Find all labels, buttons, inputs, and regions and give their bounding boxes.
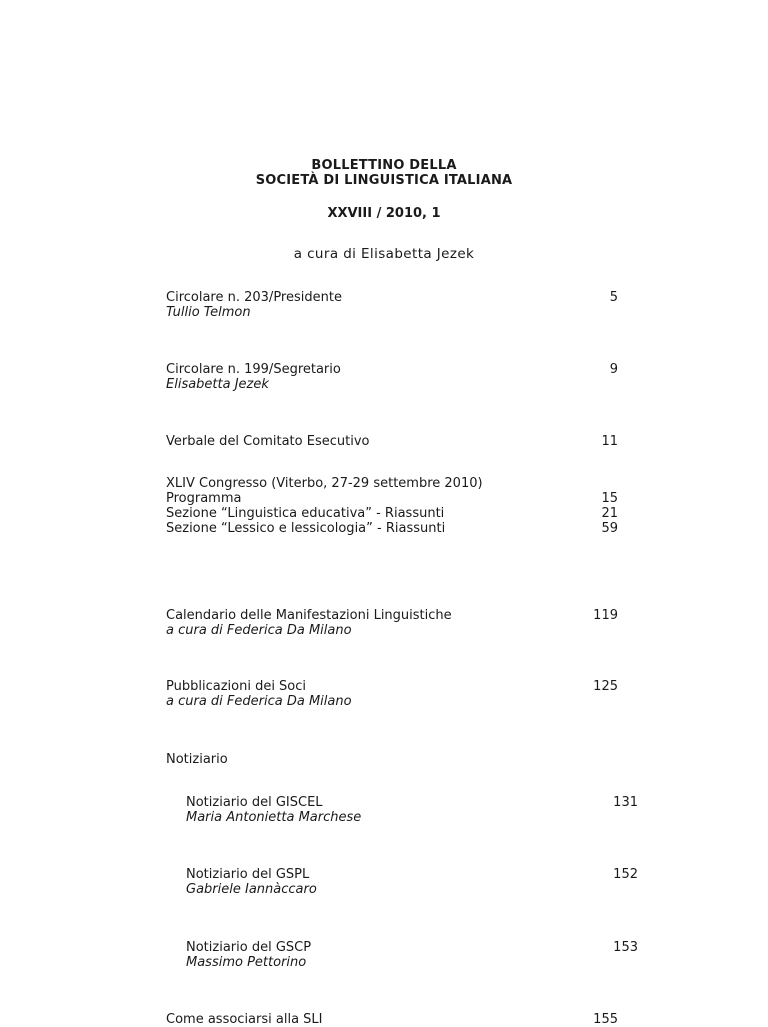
toc-page: 155 [593, 1012, 618, 1027]
title-line-2: SOCIETÀ DI LINGUISTICA ITALIANA [255, 173, 513, 188]
toc-author: Tullio Telmon [166, 305, 251, 320]
toc-author: Elisabetta Jezek [166, 377, 269, 392]
toc-entry-notiziario [166, 752, 618, 767]
toc-page: 153 [613, 940, 638, 955]
toc-author: Massimo Pettorino [186, 955, 307, 970]
toc-entry-gspl [166, 867, 638, 897]
toc-title: Circolare n. 199/Segretario [166, 362, 341, 377]
title-line-1: BOLLETTINO DELLA [311, 158, 457, 173]
toc-title: Notiziario del GSCP [186, 940, 312, 955]
toc-author: a cura di Federica Da Milano [166, 623, 352, 638]
toc-subtitle-linguistica-educativa: Sezione “Linguistica educativa” - Riassunti [166, 506, 445, 521]
toc-page: 21 [601, 506, 618, 521]
toc-subtitle-lessico: Sezione “Lessico e lessicologia” - Riassunti [166, 521, 446, 536]
toc-page: 119 [593, 608, 618, 623]
toc-author: a cura di Federica Da Milano [166, 694, 352, 709]
toc-title: Circolare n. 203/Presidente [166, 290, 342, 305]
toc-title: XLIV Congresso (Viterbo, 27-29 settembre 2010) [166, 476, 483, 491]
editor-line: a cura di Elisabetta Jezek [293, 246, 475, 262]
toc-author: Maria Antonietta Marchese [186, 810, 362, 825]
toc-page: 9 [609, 362, 618, 377]
toc-author: Gabriele Iannàccaro [186, 882, 317, 897]
toc-entry-giscel [166, 795, 638, 825]
toc-page: 15 [601, 491, 618, 506]
toc-page: 131 [613, 795, 638, 810]
toc-title: Notiziario del GISCEL [186, 795, 323, 810]
toc-page: 5 [609, 290, 618, 305]
toc-entry-associarsi [166, 1012, 618, 1027]
toc-title: Pubblicazioni dei Soci [166, 679, 307, 694]
issue-number: XXVIII / 2010, 1 [327, 206, 441, 221]
toc-entry-congresso [166, 476, 618, 536]
toc-page: 11 [601, 434, 618, 449]
toc-entry-circolare-segretario [166, 362, 618, 392]
toc-page: 59 [601, 521, 618, 536]
toc-title: Notiziario del GSPL [186, 867, 310, 882]
toc-title: Calendario delle Manifestazioni Linguistiche [166, 608, 452, 623]
journal-title [0, 158, 768, 188]
toc-entry-calendario [166, 608, 618, 638]
toc-title: Verbale del Comitato Esecutivo [166, 434, 370, 449]
toc-subtitle-programma: Programma [166, 491, 242, 506]
toc-entry-pubblicazioni [166, 679, 618, 709]
toc-entry-circolare-presidente [166, 290, 618, 320]
toc-page: 152 [613, 867, 638, 882]
toc-title: Come associarsi alla SLI [166, 1012, 323, 1027]
toc-entry-gscp [166, 940, 638, 970]
toc-entry-verbale [166, 434, 618, 449]
toc-section-heading: Notiziario [166, 752, 228, 767]
toc-page: 125 [593, 679, 618, 694]
